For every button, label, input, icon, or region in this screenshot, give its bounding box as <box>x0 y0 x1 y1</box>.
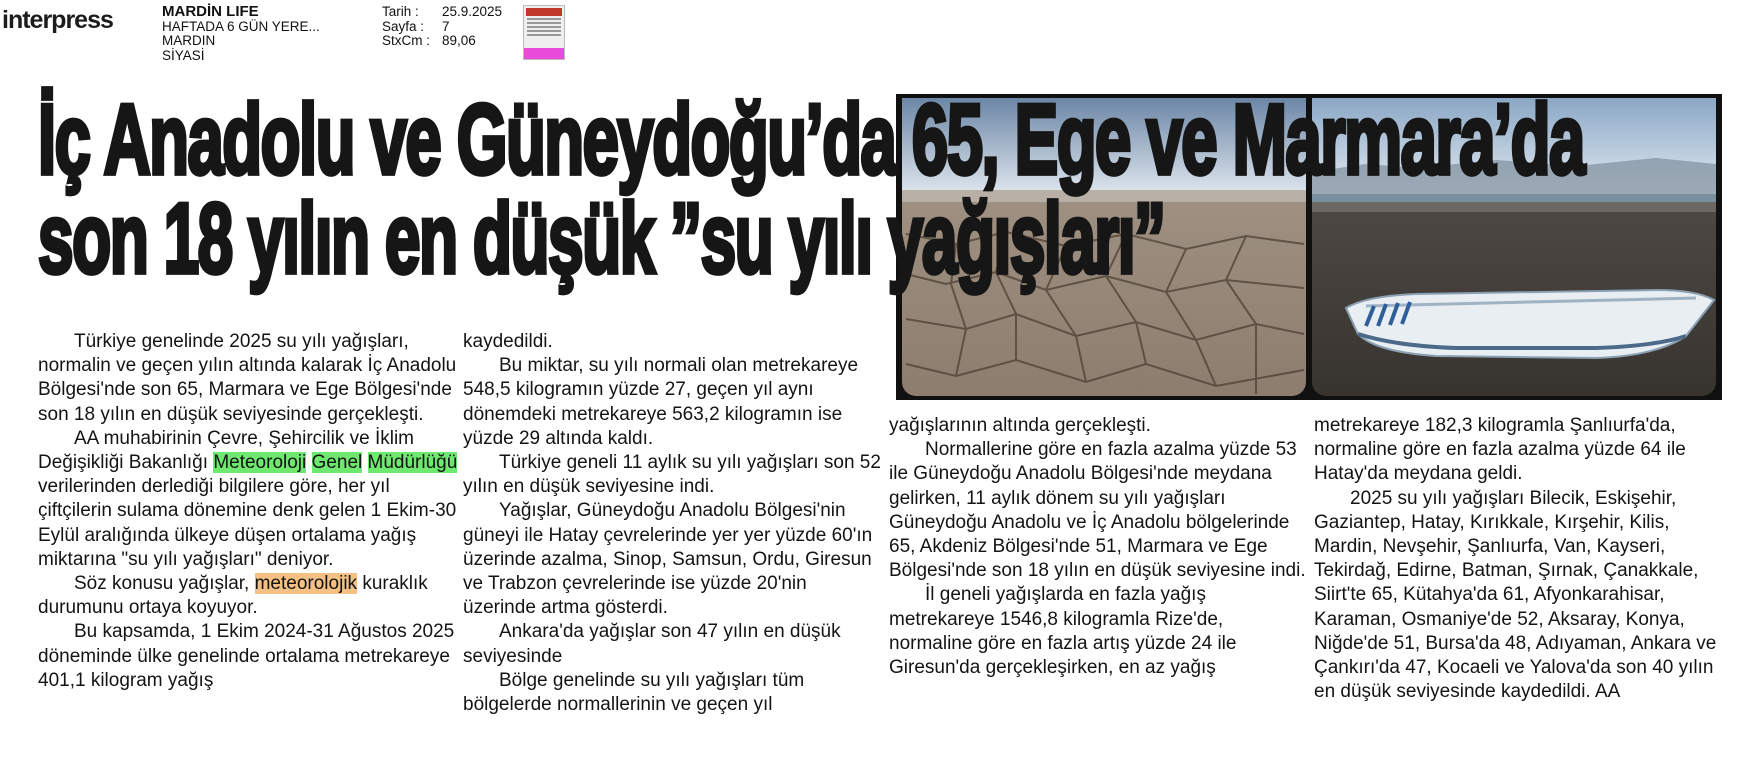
text-run: verilerinden derlediği bilgilere göre, her yıl çiftçilerin sulama dönemine denk gelen 1 Ekim-30 Eylül aralığında ülkeye düşen ortalama yağış miktarına "su yılı yağışları" deniyor. <box>38 476 457 570</box>
page-thumbnail[interactable] <box>523 5 565 60</box>
article-column-2 <box>463 330 883 717</box>
article-headline <box>38 83 1728 295</box>
clipping-header <box>0 0 1738 68</box>
publication-category: SİYASİ <box>162 47 205 63</box>
paragraph: 2025 su yılı yağışları Bilecik, Eskişehir, Gaziantep, Hatay, Kırıkkale, Kırşehir, Kilis, Mardin, Nevşehir, Şanlıurfa, Van, Kayseri, Tekirdağ, Edirne, Batman, Şırnak, Çanakkale, Siirt'te 65, Kütahya'da 61, Afyonkarahisar, Karaman, Osmaniye'de 52, Aksaray, Konya, Niğde'de 51, Bursa'da 48, Adıyaman, Ankara ve Çankırı'da 47, Kocaeli ve Yalova'da son 40 yılın en düşük seviyesinde kaydedildi. AA <box>1314 487 1717 703</box>
paragraph: Türkiye geneli 11 aylık su yılı yağışları son 52 yılın en düşük seviyesine indi. <box>463 452 881 498</box>
text-run <box>362 452 367 473</box>
paragraph: Türkiye genelinde 2025 su yılı yağışları, normalin ve geçen yılın altında kalarak İç Anadolu Bölgesi'nde son 65, Marmara ve Ege Bölgesi'nde son 18 yılın en düşük seviyesinde gerçekleşti. <box>38 331 457 425</box>
paragraph <box>38 572 458 620</box>
thumbnail-line <box>527 30 561 32</box>
subheading-paragraph: Ankara'da yağışlar son 47 yılın en düşük seviyesinde <box>463 621 841 667</box>
paragraph: metrekareye 182,3 kilogramla Şanlıurfa'da, normaline göre en fazla azalma yüzde 64 ile Hatay'da meydana geldi. <box>1314 415 1686 485</box>
paragraph: kaydedildi. <box>463 331 553 352</box>
paragraph: Bu miktar, su yılı normali olan metrekareye 548,5 kilogramın yüzde 27, geçen yıl aynı dönemdeki metrekareye 563,2 kilogramın ise yüzde 29 altında kaldı. <box>463 355 859 449</box>
text-run: kuraklık durumunu ortaya koyuyor. <box>38 573 428 619</box>
highlighted-keyword: Genel <box>311 452 363 474</box>
article-column-1 <box>38 330 458 693</box>
text-run <box>306 452 311 473</box>
stat-row-stxcm <box>382 34 502 49</box>
paragraph: yağışlarının altında gerçekleşti. <box>889 415 1151 436</box>
thumbnail-line <box>527 18 561 20</box>
publication-name: MARDİN LIFE <box>162 3 259 20</box>
stat-row-date <box>382 5 502 20</box>
thumbnail-article-marker <box>524 48 564 59</box>
stat-row-page <box>382 20 502 35</box>
stat-key: Sayfa : <box>382 18 425 34</box>
paragraph <box>38 427 458 572</box>
interpress-logo <box>2 6 113 35</box>
thumbnail-line <box>527 34 561 36</box>
paragraph: Bölge genelinde su yılı yağışları tüm bölgelerde normallerinin ve geçen yıl <box>463 669 805 716</box>
paragraph: Normallerine göre en fazla azalma yüzde 53 ile Güneydoğu Anadolu Bölgesi'nde meydana gelirken, 11 aylık dönem su yılı yağışları Güneydoğu Anadolu ve İç Anadolu bölgelerinde 65, Akdeniz Bölgesi'nde 51, Marmara ve Ege Bölgesi'nde son 18 yılın en düşük seviyesine indi. <box>889 439 1306 582</box>
paragraph: Yağışlar, Güneydoğu Anadolu Bölgesi'nin güneyi ile Hatay çevrelerinde yer yer yüzde 60'ın üzerinde azalma, Sinop, Samsun, Ordu, Giresun ve Trabzon çevrelerinde ise yüzde 20'nin üzerinde artma gösterdi. <box>463 500 873 619</box>
stat-value: 25.9.2025 <box>442 4 503 19</box>
highlighted-keyword: Meteoroloji <box>213 452 307 474</box>
text-run: Söz konusu yağışlar, <box>74 573 255 595</box>
paragraph: İl geneli yağışlarda en fazla yağış metrekareye 1546,8 kilogramla Rize'de, normaline göre en fazla artış yüzde 24 ile Giresun'da gerçekleşirken, en az yağış <box>889 584 1237 679</box>
stat-value: 89,06 <box>442 33 476 48</box>
highlighted-keyword: Müdürlüğü <box>367 452 458 474</box>
thumbnail-header-block <box>526 8 562 16</box>
thumbnail-line <box>527 22 561 24</box>
clipping-stats <box>382 5 502 49</box>
publication-tagline: HAFTADA 6 GÜN YERE... <box>162 18 320 34</box>
headline-line-1: İç Anadolu ve Güneydoğu’da 65, Ege ve Marmara’da <box>38 83 1584 196</box>
article-column-3 <box>889 414 1309 680</box>
headline-line-2: son 18 yılın en düşük ”su yılı yağışları” <box>38 182 1165 295</box>
publication-city: MARDIN <box>162 33 216 48</box>
stat-key: StxCm : <box>382 33 431 48</box>
paragraph: Bu kapsamda, 1 Ekim 2024-31 Ağustos 2025 döneminde ülke genelinde ortalama metrekareye 401,1 kilogram yağış <box>38 621 455 691</box>
highlighted-keyword: meteorolojik <box>254 573 358 595</box>
text-run: AA muhabirinin Çevre, Şehircilik ve İklim Değişikliği Bakanlığı <box>38 427 415 474</box>
stat-key: Tarih : <box>382 4 419 19</box>
stat-value: 7 <box>442 18 450 34</box>
logo-text: interpress <box>2 6 113 34</box>
publication-info <box>162 5 320 63</box>
thumbnail-line <box>527 26 561 28</box>
article-column-4 <box>1314 414 1724 704</box>
